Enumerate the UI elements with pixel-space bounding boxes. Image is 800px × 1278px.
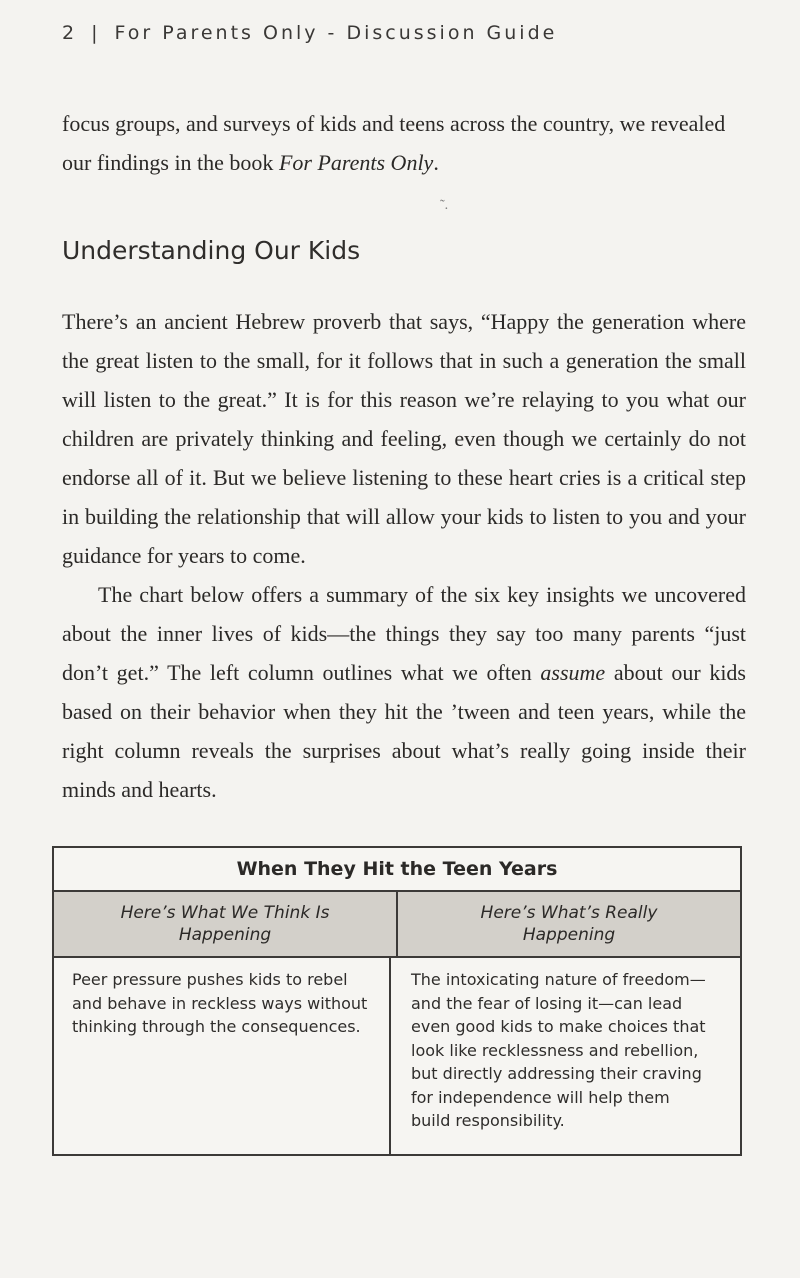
column-header-think: Here’s What We Think Is Happening (54, 892, 398, 956)
table-cell-assumption: Peer pressure pushes kids to rebel and behave in reckless ways without thinking through the consequences. (54, 958, 391, 1156)
running-head (62, 22, 557, 44)
paragraph-chart-intro (62, 575, 746, 809)
page-number: 2 (62, 22, 78, 44)
table-header-row (54, 892, 740, 958)
paragraph-chart-intro-part2: about our kids based on their behavior when they hit the ’tween and teen years, while the right column reveals the surprises about what’s really going inside their minds and hearts. (62, 660, 746, 802)
running-head-title: For Parents Only - Discussion Guide (114, 22, 558, 44)
stray-mark: ˜. (440, 198, 449, 213)
paragraph-proverb: There’s an ancient Hebrew proverb that says, “Happy the generation where the great listen to the small, for it follows that in such a generation the small will listen to the great.” It is for this reason we’re relaying to you what our children are privately thinking and feeling, even though we certainly do not endorse all of it. But we believe listening to these heart cries is a critical step in building the relationship that will allow your kids to listen to you and your guidance for years to come. (62, 309, 746, 568)
book-title: For Parents Only (278, 150, 434, 175)
table-cell-reality: The intoxicating nature of freedom—and the fear of losing it—can lead even good kids to make choices that look like recklessness and rebellion, but directly addressing their craving for independence will help them build responsibility. (411, 970, 706, 1130)
section-body (62, 302, 746, 809)
teen-years-table (52, 846, 742, 1156)
header-separator: | (91, 22, 101, 44)
assume-emphasis: assume (540, 660, 606, 685)
intro-text-before: focus groups, and surveys of kids and teens across the country, we revealed our findings in the book (62, 111, 726, 175)
paragraph-chart-intro-part1: The chart below offers a summary of the six key insights we uncovered about the inner lives of kids—the things they say too many parents “just don’t get.” The left column outlines what we often (62, 582, 746, 685)
intro-text-after: . (433, 150, 439, 175)
table-row (54, 958, 740, 1156)
table-title: When They Hit the Teen Years (54, 848, 740, 892)
column-header-really: Here’s What’s Really Happening (480, 903, 658, 945)
intro-paragraph (62, 104, 752, 182)
section-heading: Understanding Our Kids (62, 236, 361, 265)
